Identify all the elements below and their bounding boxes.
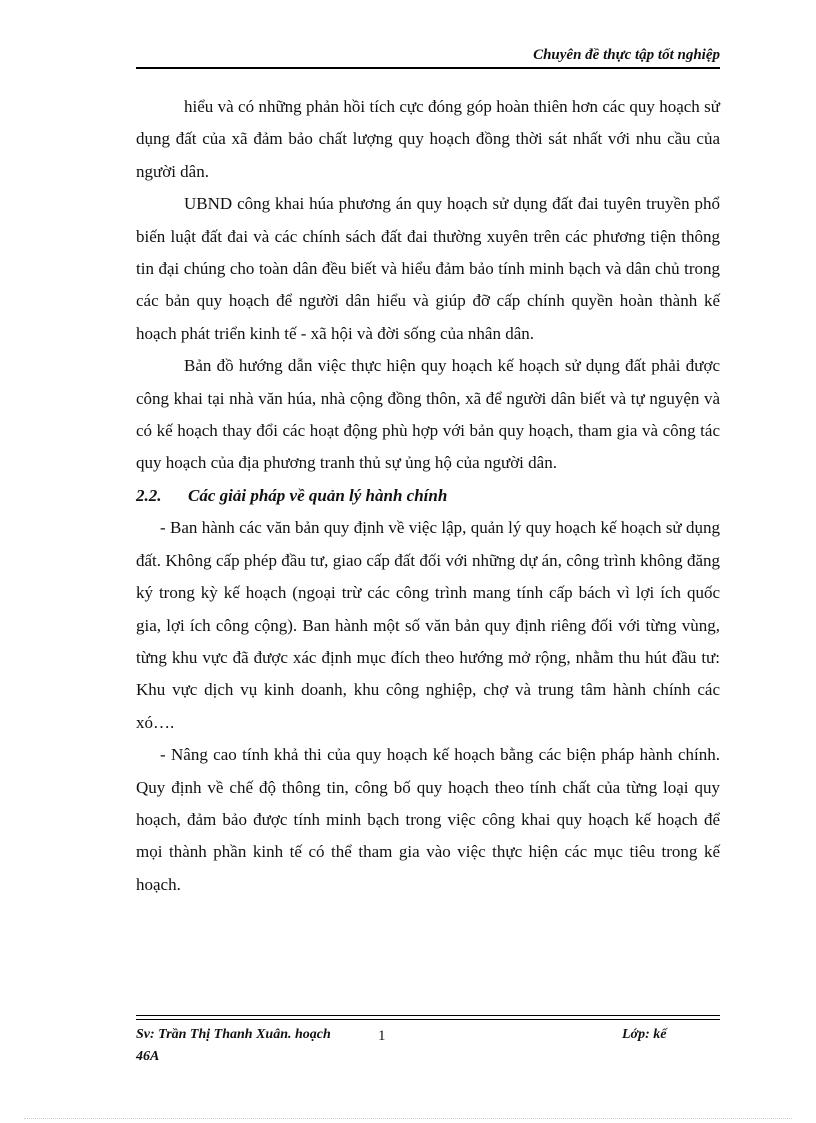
page-number: 1 xyxy=(378,1028,386,1044)
header-divider xyxy=(136,67,720,69)
document-body xyxy=(136,91,720,901)
section-number: 2.2. xyxy=(136,485,162,505)
footer-divider-top xyxy=(136,1015,720,1016)
section-heading xyxy=(136,480,720,512)
section-title: Các giải pháp về quản lý hành chính xyxy=(188,485,448,505)
footer-class: Lớp: kế xyxy=(622,1027,667,1042)
header-title: Chuyên đề thực tập tốt nghiệp xyxy=(533,47,720,63)
footer-divider-bottom xyxy=(136,1019,720,1020)
paragraph-3: Bản đồ hướng dẫn việc thực hiện quy hoạch kế hoạch sử dụng đất phải được công khai tại nhà văn húa, nhà cộng đồng thôn, xã để người dân biết và tự nguyện và có kế hoạch thay đổi các hoạt động phù hợp với bản quy hoạch, tham gia và công tác quy hoạch của địa phương tranh thủ sự ủng hộ của người dân. xyxy=(136,356,720,473)
bullet-2: - Nâng cao tính khả thi của quy hoạch kế hoạch bằng các biện pháp hành chính. Quy định về chế độ thông tin, công bố quy hoạch theo tính chất của từng loại quy hoạch, đảm bảo được tính minh bạch trong việc công khai quy hoạch kế hoạch để mọi thành phần kinh tế có thể tham gia vào việc thực hiện các mục tiêu trong kế hoạch. xyxy=(136,745,720,894)
bullet-1: - Ban hành các văn bản quy định về việc lập, quản lý quy hoạch kế hoạch sử dụng đất. Không cấp phép đầu tư, giao cấp đất đối với những dự án, công trình không đăng ký trong kỳ kế hoạch (ngoại trừ các công trình mang tính cấp bách vì lợi ích quốc gia, lợi ích công cộng). Ban hành một số văn bản quy định riêng đối với từng vùng, từng khu vực đã được xác định mục đích theo hướng mở rộng, nhằm thu hút đầu tư: Khu vực dịch vụ kinh doanh, khu công nghiệp, chợ và trung tâm hành chính các xó…. xyxy=(136,518,720,732)
footer-author: Sv: Trần Thị Thanh Xuân. hoạch 46A xyxy=(136,1027,331,1064)
page-bottom-dotted-line xyxy=(24,1118,792,1119)
paragraph-1: hiểu và có những phản hồi tích cực đóng góp hoàn thiên hơn các quy hoạch sử dụng đất của xã đảm bảo chất lượng quy hoạch đồng thời sát nhất với nhu cầu của người dân. xyxy=(136,97,720,181)
paragraph-2: UBND công khai húa phương án quy hoạch sử dụng đất đai tuyên truyền phổ biến luật đất đai và các chính sách đất đai thường xuyên trên các phương tiện thông tin đại chúng cho toàn dân đều biết và hiểu đảm bảo tính minh bạch và dân chủ trong các bản quy hoạch để người dân hiểu và giúp đỡ cấp chính quyền hoàn thành kế hoạch phát triển kinh tế - xã hội và đời sống của nhân dân. xyxy=(136,194,720,343)
